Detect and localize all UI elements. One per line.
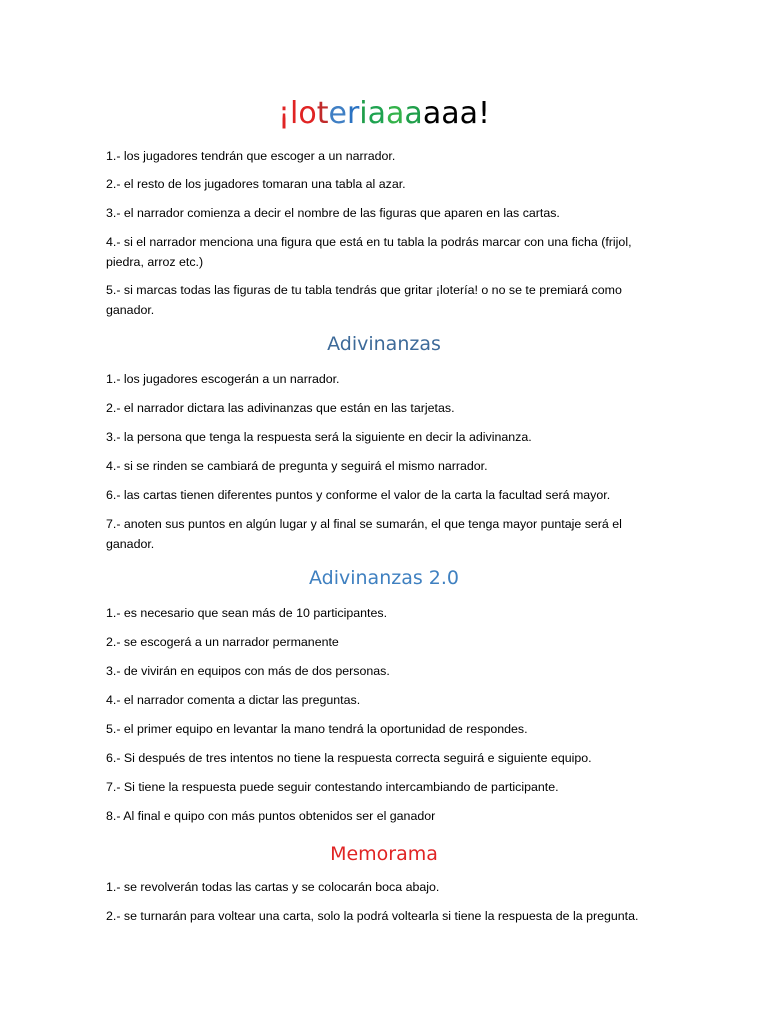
rule-item: 1.- se revolverán todas las cartas y se colocarán boca abajo.: [106, 880, 440, 894]
title-segment: r: [346, 96, 360, 131]
title-segment: a: [386, 96, 405, 131]
rule-item: 2.- se escogerá a un narrador permanente: [106, 635, 339, 649]
rule-item: 6.- las cartas tienen diferentes puntos y conforme el valor de la carta la facultad será mayor.: [106, 488, 611, 502]
rule-item: 4.- el narrador comenta a dictar las preguntas.: [106, 693, 361, 707]
rule-item: 5.- si marcas todas las figuras de tu tabla tendrás que gritar ¡lotería! o no se te premiará como ganador.: [106, 283, 622, 317]
title-segment: e: [328, 96, 347, 131]
rule-item: 8.- Al final e quipo con más puntos obtenidos ser el ganador: [106, 809, 436, 823]
rule-item: 3.- la persona que tenga la respuesta será la siguiente en decir la adivinanza.: [106, 430, 532, 444]
rule-item: 2.- el resto de los jugadores tomaran una tabla al azar.: [106, 177, 406, 191]
rule-item: 5.- el primer equipo en levantar la mano tendrá la oportunidad de respondes.: [106, 722, 528, 736]
title-segment: t: [316, 96, 329, 131]
title-segment: a: [404, 96, 423, 131]
rule-item: 2.- se turnarán para voltear una carta, solo la podrá voltearla si tiene la respuesta de la pregunta.: [106, 909, 639, 923]
rule-item: 3.- de vivirán en equipos con más de dos personas.: [106, 664, 390, 678]
title-segment: aaa!: [422, 96, 490, 131]
title-segment: i: [359, 96, 368, 131]
section-heading-adivinanzas: Adivinanzas: [327, 333, 441, 355]
title-segment: ¡: [277, 96, 291, 131]
rule-item: 4.- si el narrador menciona una figura que está en tu tabla la podrás marcar con una ficha (frijol, piedra, arroz etc.): [106, 235, 632, 269]
title-segment: lo: [290, 96, 317, 131]
rule-item: 7.- Si tiene la respuesta puede seguir contestando intercambiando de participante.: [106, 780, 559, 794]
rule-item: 1.- los jugadores tendrán que escoger a un narrador.: [106, 149, 396, 163]
rule-item: 4.- si se rinden se cambiará de pregunta y seguirá el mismo narrador.: [106, 459, 488, 473]
rule-item: 6.- Si después de tres intentos no tiene la respuesta correcta seguirá e siguiente equipo.: [106, 751, 592, 765]
rule-item: 1.- los jugadores escogerán a un narrador.: [106, 372, 340, 386]
rule-item: 1.- es necesario que sean más de 10 participantes.: [106, 606, 388, 620]
section-heading-memorama: Memorama: [330, 843, 438, 865]
rule-item: 3.- el narrador comienza a decir el nombre de las figuras que aparen en las cartas.: [106, 206, 560, 220]
rule-item: 2.- el narrador dictara las adivinanzas que están en las tarjetas.: [106, 401, 455, 415]
rule-item: 7.- anoten sus puntos en algún lugar y al final se sumarán, el que tenga mayor puntaje será el ganador.: [106, 517, 622, 551]
section-heading-adivinanzas-2: Adivinanzas 2.0: [308, 567, 460, 589]
title-segment: a: [367, 96, 387, 131]
page-title: [0, 96, 768, 131]
